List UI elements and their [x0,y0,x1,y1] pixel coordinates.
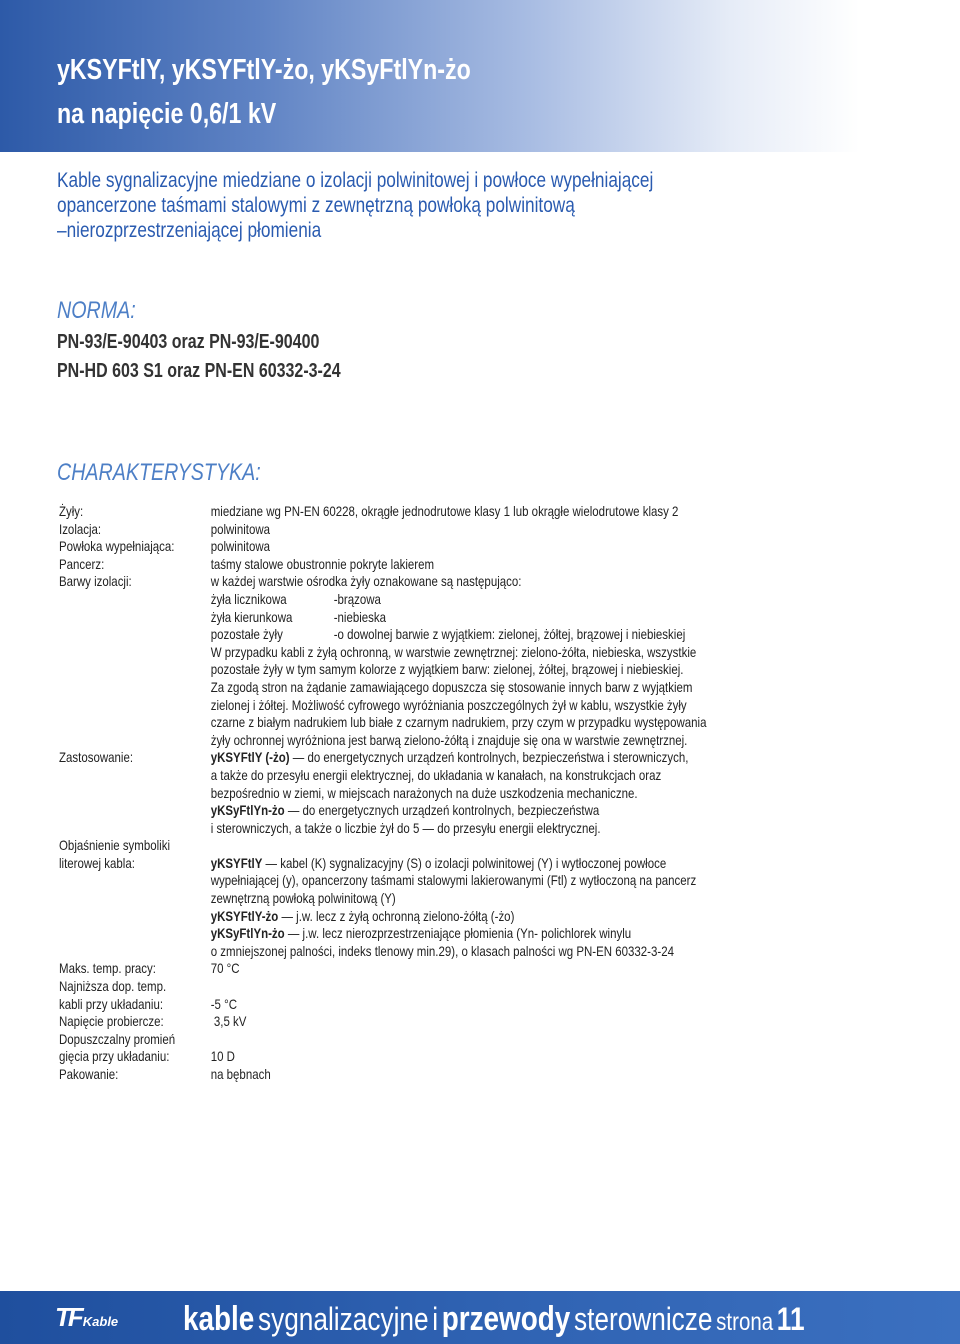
norma-line: PN-93/E-90403 oraz PN-93/E-90400 [57,331,320,353]
spec-label: Pakowanie: [59,1066,119,1082]
color-item [211,609,945,627]
color-item-value: -niebieska [333,608,387,625]
description-line: Kable sygnalizacyjne miedziane o izolacji polwinitowej i powłoce wypełniającej [57,169,654,192]
spec-note: pozostałe żyły w tym samym kolorze z wyjątkiem barw: zielonej, żółtej, brązowej i niebieskiej. [210,661,684,678]
spec-value: na bębnach [210,1066,271,1082]
color-item-value: -o dowolnej barwie z wyjątkiem: zielonej, żółtej, brązowej i niebieskiej [333,626,686,643]
spec-value: — j.w. lecz z żyłą ochronną zielono-żółtą (-żo) [278,907,515,924]
spec-value: i sterowniczych, a także o liczbie żył do 5 — do przesyłu energii elektrycznej. [210,819,601,836]
description-line: opancerzone taśmami stalowymi z zewnętrzną powłoką polwinitową [57,194,575,217]
norma-heading: NORMA: [57,297,136,324]
footer-word: i [432,1301,439,1337]
spec-value: — do energetycznych urządzeń kontrolnych, bezpieczeństwa [284,802,600,819]
spec-row-zastosowanie [59,749,945,837]
specs-table [59,503,945,1084]
spec-label: Powłoka wypełniająca: [59,538,175,555]
spec-label: Pancerz: [59,555,105,572]
spec-label: Żyły: [59,503,84,519]
spec-value: — j.w. lecz nierozprzestrzeniające płomienia (Yn- polichlorek winylu [284,925,632,942]
cable-code: yKSYFtlY (-żo) [210,749,290,766]
color-item-value: -brązowa [333,590,381,607]
footer-word: sterownicze [573,1301,713,1337]
spec-value: polwinitowa [210,538,271,555]
spec-value: 70 °C [210,960,240,977]
footer-word: sygnalizacyjne [257,1301,429,1337]
spec-row-barwy [59,573,945,749]
spec-value: polwinitowa [210,520,271,537]
spec-value: a także do przesyłu energii elektrycznej, do układania w kanałach, na konstrukcjach oraz [210,766,662,783]
spec-row-objasnienie [59,837,945,960]
spec-row-najnizsza [59,978,945,1013]
spec-note: Za zgodą stron na żądanie zamawiającego dopuszcza się stosowanie innych barw z wyjątkiem [210,678,693,695]
spec-row-zyly [59,503,945,521]
spec-value: taśmy stalowe obustronnie pokryte lakierem [210,555,435,572]
spec-label: Maks. temp. pracy: [59,960,156,977]
spec-row-pancerz [59,556,945,574]
footer-page-label: strona [716,1308,774,1336]
logo-text: Kable [82,1314,119,1329]
spec-note: zielonej i żółtej. Możliwość cyfrowego wyróżniania poszczególnych żył w kablu, wszystkie żyły [210,696,687,713]
spec-row-pakowanie [59,1066,945,1084]
norma-list [57,328,341,386]
spec-label: Dopuszczalny promień [59,1030,176,1047]
color-item-name: żyła licznikowa [210,590,287,607]
spec-value: w każdej warstwie ośrodka żyły oznakowane są następująco: [210,573,522,590]
spec-value: wypełniającej (y), opancerzony taśmami stalowymi lakierowanymi (Ftl) z wytłoczoną na pancerz [210,872,697,889]
color-item-name: żyła kierunkowa [210,608,293,625]
spec-label: Zastosowanie: [59,749,134,766]
footer-word: kable [183,1300,255,1338]
cable-code: yKSYFtlY [210,854,263,871]
cable-code: yKSyFtlYn-żo [210,802,285,819]
spec-note: W przypadku kabli z żyłą ochronną, w warstwie zewnętrznej: zielono-żółta, niebieska, wszystkie [210,643,697,660]
spec-value: — kabel (K) sygnalizacyjny (S) o izolacji polwinitowej (Y) i wytłoczonej powłoce [262,854,667,871]
color-item-name: pozostałe żyły [210,626,283,643]
spec-row-powloka [59,538,945,556]
spec-value: 10 D [210,1048,235,1065]
spec-note: żyły ochronnej wyróżniona jest barwą zielono-żółtą i znajduje się ona w warstwie zewnętrznej. [210,731,688,748]
page-number: 11 [776,1301,805,1337]
page-subtitle: na napięcie 0,6/1 kV [57,98,277,130]
spec-label: kabli przy układaniu: [59,995,164,1012]
footer-word: przewody [441,1300,571,1338]
spec-row-izolacja [59,521,945,539]
spec-label: Najniższa dop. temp. [59,978,167,995]
spec-label: Izolacja: [59,520,102,537]
product-description [57,168,795,243]
company-logo [55,1302,118,1333]
footer-tagline [183,1300,805,1339]
spec-value: -5 °C [210,995,237,1012]
characteristics-heading: CHARAKTERYSTYKA: [57,459,261,486]
spec-value: o zmniejszonej palności, indeks tlenowy min.29), o klasach palności wg PN-EN 60332-3-24 [210,942,674,959]
cable-code: yKSYFtlY-żo [210,907,279,924]
spec-value: bezpośrednio w ziemi, w miejscach narażonych na duże uszkodzenia mechaniczne. [210,784,638,801]
spec-label: literowej kabla: [59,854,135,871]
spec-value: — do energetycznych urządzeń kontrolnych, bezpieczeństwa i sterowniczych, [289,749,689,766]
spec-value: zewnętrzną powłoką polwinitową (Y) [210,890,396,907]
cable-code: yKSyFtlYn-żo [210,925,285,942]
spec-row-napiecie [59,1013,945,1031]
spec-value: miedziane wg PN-EN 60228, okrągłe jednodrutowe klasy 1 lub okrągłe wielodrutowe klasy 2 [210,503,679,519]
description-line: –nierozprzestrzeniającej płomienia [57,219,322,242]
spec-value: 3,5 kV [210,1013,247,1030]
spec-note: czarne z białym nadrukiem lub białe z czarnym nadrukiem, przy czym w przypadku występowania [210,714,707,731]
spec-row-promien [59,1031,945,1066]
norma-line: PN-HD 603 S1 oraz PN-EN 60332-3-24 [57,360,341,382]
spec-label: Napięcie probiercze: [59,1013,164,1030]
color-item [211,626,945,644]
spec-label: gięcia przy układaniu: [59,1048,170,1065]
page-title: yKSYFtlY, yKSYFtlY-żo, yKSyFtlYn-żo [57,54,471,86]
spec-label: Barwy izolacji: [59,573,132,590]
color-item [211,591,945,609]
spec-label: Objaśnienie symboliki [59,837,171,854]
logo-mark: TF [55,1302,81,1332]
spec-row-maks-temp [59,960,945,978]
